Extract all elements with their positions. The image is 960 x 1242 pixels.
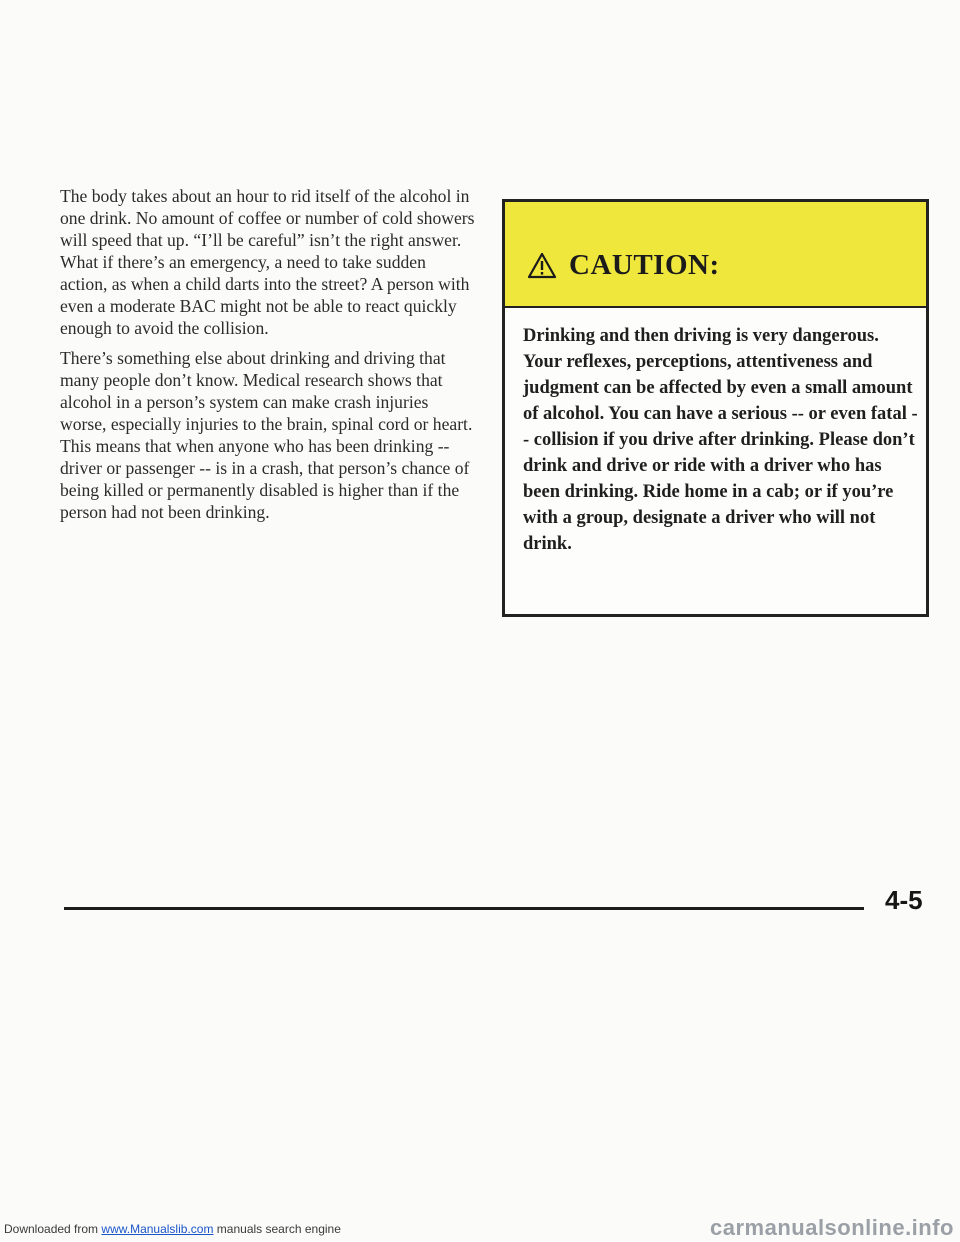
warning-triangle-icon [527,252,557,279]
caution-header [505,202,926,308]
body-text-column [60,185,475,531]
caution-box [502,199,929,617]
paragraph-alcohol-time: The body takes about an hour to rid itself of the alcohol in one drink. No amount of coffee or number of cold showers will speed that up. “I’ll be careful” isn’t the right answer. What if there’s an emergency, a need to take sudden action, as when a child darts into the street? A person with even a moderate BAC might not be able to react quickly enough to avoid the collision. [60,186,475,338]
caution-title: CAUTION: [569,249,720,281]
caution-body: Drinking and then driving is very dangerous. Your reflexes, perceptions, attentiveness and judgment can be affected by even a small amount of alcohol. You can have a serious -- or even fatal -- collision if you drive after drinking. Please don’t drink and drive or ride with a driver who has been drinking. Ride home in a cab; or if you’re with a group, designate a driver who will not drink. [523,326,918,554]
download-footer [4,1222,341,1236]
footer-prefix: Downloaded from [4,1222,99,1236]
manualslib-link[interactable]: www.Manualslib.com [101,1222,214,1236]
paragraph-crash-injuries: There’s something else about drinking and driving that many people don’t know. Medical research shows that alcohol in a person’s system can make crash injuries worse, especially injuries to the brain, spinal cord or heart. This means that when anyone who has been drinking -- driver or passenger -- is in a crash, that person’s chance of being killed or permanently disabled is higher than if the person had not been drinking. [60,348,473,522]
page-number: 4-5 [885,885,923,915]
footer-rule [64,907,864,910]
footer-suffix: manuals search engine [216,1222,341,1236]
caution-title-row [527,249,720,282]
site-watermark: carmanualsonline.info [710,1215,954,1240]
